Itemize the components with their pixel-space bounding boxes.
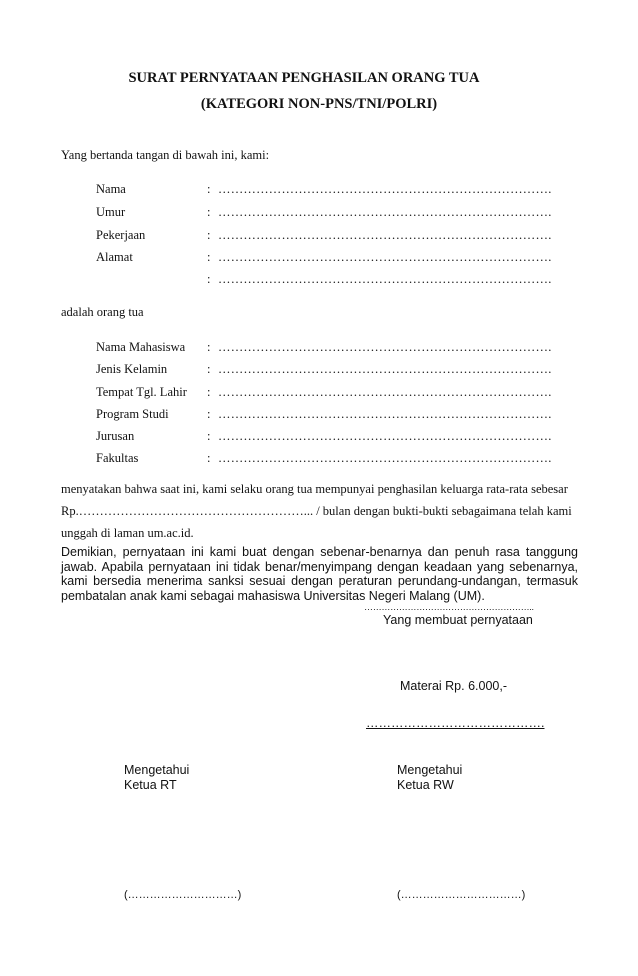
rt-acknowledge: Mengetahui bbox=[124, 763, 190, 777]
field-blank: ……………………………………………………………………. bbox=[218, 182, 552, 196]
statement-line-3: unggah di laman um.ac.id. bbox=[61, 526, 194, 540]
rw-title: Ketua RW bbox=[397, 778, 454, 792]
field-colon: : bbox=[207, 429, 211, 443]
rw-signature-blank: (……………………………) bbox=[397, 889, 526, 901]
field-colon: : bbox=[207, 407, 211, 421]
field-label: Umur bbox=[96, 205, 126, 219]
rt-title: Ketua RT bbox=[124, 778, 177, 792]
field-blank: ……………………………………………………………………. bbox=[218, 205, 552, 219]
field-label: Program Studi bbox=[96, 407, 169, 421]
field-label: Nama bbox=[96, 182, 126, 196]
field-blank: ……………………………………………………………………. bbox=[218, 228, 552, 242]
field-colon: : bbox=[207, 205, 211, 219]
statement-line-1: menyatakan bahwa saat ini, kami selaku orang tua mempunyai penghasilan keluarga rata-rata sebesar bbox=[61, 482, 568, 496]
field-blank: ……………………………………………………………………. bbox=[218, 362, 552, 376]
letter-subtitle: (KATEGORI NON-PNS/TNI/POLRI) bbox=[200, 96, 438, 112]
field-colon: : bbox=[207, 362, 211, 376]
field-label: Nama Mahasiswa bbox=[96, 340, 186, 354]
field-blank: ……………………………………………………………………. bbox=[218, 451, 552, 465]
letter-title: SURAT PERNYATAAN PENGHASILAN ORANG TUA bbox=[128, 70, 480, 86]
date-place-blank: ………………………………………………….. bbox=[364, 602, 534, 612]
stamp-label: Materai Rp. 6.000,- bbox=[400, 679, 507, 693]
field-label: Alamat bbox=[96, 250, 133, 264]
field-blank: ……………………………………………………………………. bbox=[218, 340, 552, 354]
field-blank: ……………………………………………………………………. bbox=[218, 250, 552, 264]
field-label: Jenis Kelamin bbox=[96, 362, 168, 376]
field-colon: : bbox=[207, 228, 211, 242]
field-blank: ……………………………………………………………………. bbox=[218, 385, 552, 399]
field-colon: : bbox=[207, 385, 211, 399]
parent-of-text: adalah orang tua bbox=[61, 305, 144, 319]
signer-name-blank: ……………………………………. bbox=[366, 716, 545, 730]
field-blank: ……………………………………………………………………. bbox=[218, 407, 552, 421]
field-blank: ……………………………………………………………………. bbox=[218, 429, 552, 443]
field-label: Jurusan bbox=[96, 429, 135, 443]
field-blank: ……………………………………………………………………. bbox=[218, 272, 552, 286]
field-label: Fakultas bbox=[96, 451, 139, 465]
rw-acknowledge: Mengetahui bbox=[397, 763, 463, 777]
field-label: Tempat Tgl. Lahir bbox=[96, 385, 187, 399]
signer-label: Yang membuat pernyataan bbox=[383, 613, 533, 627]
statement-line-2: Rp.………………………………………………... / bulan dengan bukti-bukti sebagaimana telah kami bbox=[61, 504, 572, 518]
intro-text: Yang bertanda tangan di bawah ini, kami: bbox=[61, 148, 270, 162]
field-colon: : bbox=[207, 250, 211, 264]
closing-paragraph: Demikian, pernyataan ini kami buat dengan sebenar-benarnya dan penuh rasa tanggung jawab. Apabila pernyataan ini tidak benar/menyimpang dengan keadaan yang sebenarnya, kami bersedia menerima sanksi sesuai dengan peraturan perundang-undangan, termasuk pembatalan anak kami sebagai mahasiswa Universitas Negeri Malang (UM). bbox=[61, 545, 578, 603]
field-colon: : bbox=[207, 182, 211, 196]
field-colon: : bbox=[207, 272, 211, 286]
field-colon: : bbox=[207, 451, 211, 465]
field-label: Pekerjaan bbox=[96, 228, 146, 242]
rt-signature-blank: (…………………………) bbox=[124, 889, 242, 901]
field-colon: : bbox=[207, 340, 211, 354]
